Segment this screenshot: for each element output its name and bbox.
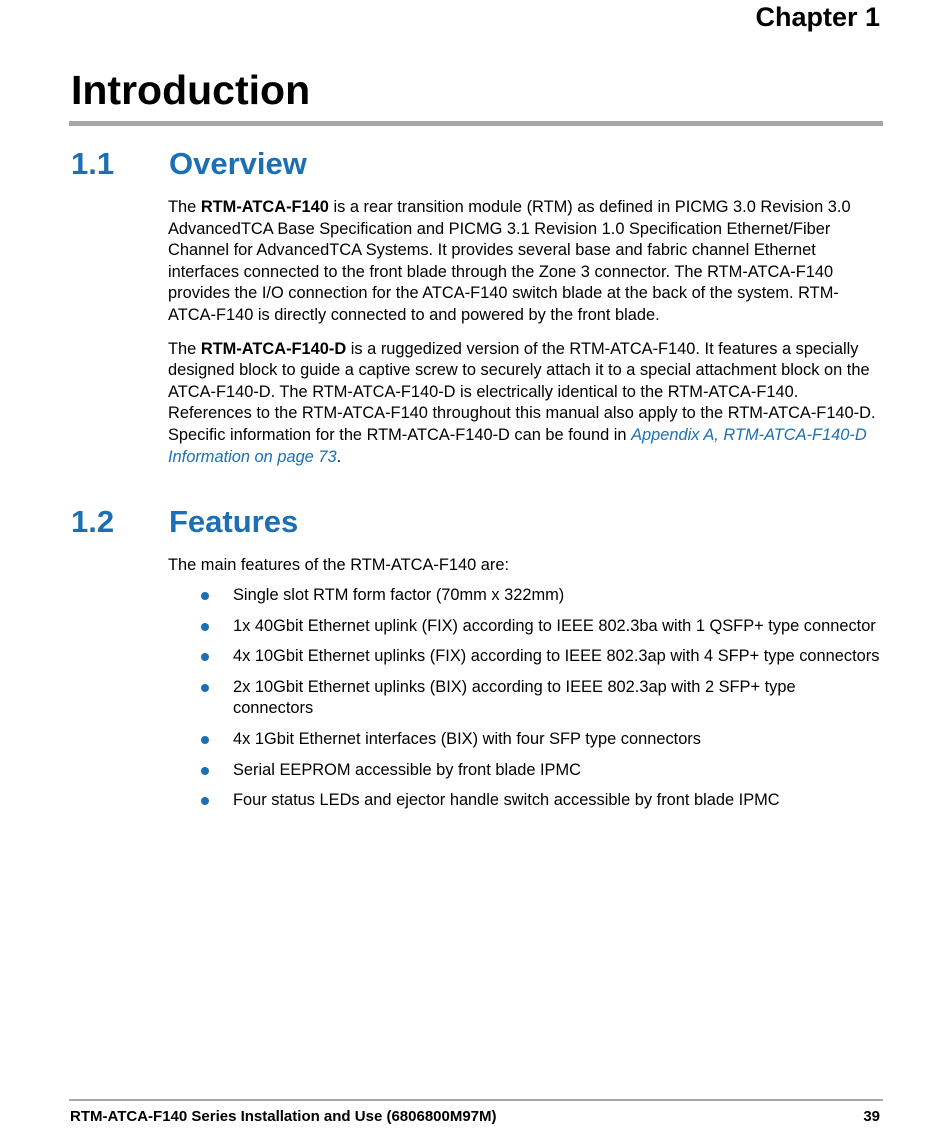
bullet-icon: [201, 767, 209, 775]
list-item-text: Serial EEPROM accessible by front blade IPMC: [233, 760, 581, 779]
list-item-text: 4x 1Gbit Ethernet interfaces (BIX) with four SFP type connectors: [233, 729, 701, 748]
section-number: 1.1: [71, 146, 115, 181]
list-item-text: Four status LEDs and ejector handle switch accessible by front blade IPMC: [233, 791, 780, 810]
list-item: [168, 790, 880, 812]
chapter-label: Chapter 1: [755, 2, 880, 32]
features-intro: [168, 555, 880, 577]
product-name: RTM-ATCA-F140: [200, 198, 329, 216]
section-title: Overview: [169, 146, 307, 181]
list-item-text: 4x 10Gbit Ethernet uplinks (FIX) according to IEEE 802.3ap with 4 SFP+ type connectors: [233, 647, 880, 666]
bullet-icon: [201, 797, 209, 805]
section-heading-features: [71, 503, 298, 541]
list-item-text: 1x 40Gbit Ethernet uplink (FIX) according to IEEE 802.3ba with 1 QSFP+ type connector: [233, 616, 876, 635]
text-run: is a rear transition module (RTM) as defined in PICMG 3.0 Revision 3.0 AdvancedTCA Base Specification and PICMG 3.1 Revision 1.0 Specification Ethernet/Fiber Channel for AdvancedTCA Systems. It provides several base and fabric channel Ethernet interfaces connected to the front blade through the Zone 3 connector. The RTM-ATCA-F140 provides the I/O connection for the ATCA-F140 switch blade at the back of the system. RTM-ATCA-F140 is directly connected to and powered by the front blade.: [168, 198, 851, 324]
appendix-a-link[interactable]: Appendix A, RTM-ATCA-F140-D Information on page 73: [168, 425, 867, 466]
footer-rule: [69, 1099, 883, 1101]
list-item: [168, 616, 880, 638]
section-number: 1.2: [71, 504, 115, 539]
list-item: [168, 585, 880, 607]
chapter-title-rule: [69, 121, 883, 126]
text-run: The: [168, 198, 201, 216]
list-item: [168, 677, 880, 720]
list-item: [168, 729, 880, 751]
overview-paragraph-1: [168, 197, 880, 327]
features-intro-text: The main features of the RTM-ATCA-F140 are:: [168, 556, 509, 574]
section-heading-overview: [71, 145, 307, 183]
list-item: [168, 760, 880, 782]
list-item: [168, 646, 880, 668]
overview-paragraph-2: [168, 339, 880, 469]
text-run: is a ruggedized version of the RTM-ATCA-F140. It features a specially designed block to guide a captive screw to securely attach it to a special attachment block on the ATCA-F140-D. The RTM-ATCA-F140-D is electrically identical to the RTM-ATCA-F140. References to the RTM-ATCA-F140 throughout this manual also apply to the RTM-ATCA-F140-D. Specific information for the RTM-ATCA-F140-D can be found in: [168, 339, 876, 444]
bullet-icon: [201, 623, 209, 631]
features-list: [168, 585, 880, 821]
section-title: Features: [169, 504, 299, 539]
text-run: .: [336, 447, 342, 466]
bullet-icon: [201, 736, 209, 744]
footer-document-title: RTM-ATCA-F140 Series Installation and Use (6806800M97M): [70, 1108, 497, 1125]
text-run: The: [168, 339, 201, 358]
list-item-text: Single slot RTM form factor (70mm x 322mm): [233, 586, 565, 604]
product-name: RTM-ATCA-F140-D: [200, 339, 347, 358]
overview-body: [168, 197, 880, 468]
page-number: 39: [863, 1108, 880, 1125]
bullet-icon: [201, 653, 209, 661]
chapter-title: Introduction: [71, 67, 311, 113]
bullet-icon: [201, 592, 209, 600]
bullet-icon: [201, 684, 209, 692]
list-item-text: 2x 10Gbit Ethernet uplinks (BIX) according to IEEE 802.3ap with 2 SFP+ type connectors: [233, 677, 796, 718]
